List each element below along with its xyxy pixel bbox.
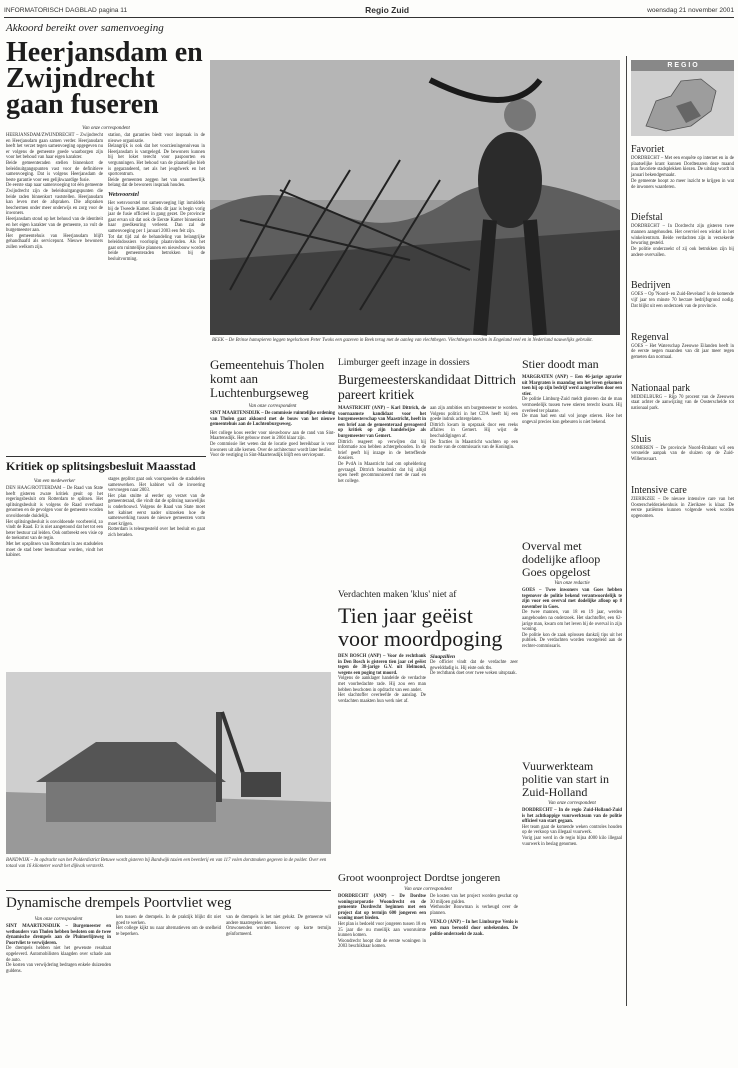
sidebar-item-text: ZIERIKZEE – De nieuwe intensive care van het Oosterscheldeziekenhuis in Zierikzee is klaar. De eerste patiënten kunnen volgende week worden opgenomen. [631, 496, 736, 519]
article-body: ken tussen de drempels. In de praktijk blijkt dit niet goed te werken. Het college kijkt nu naar alternatieven om de snelheid te beperken. [116, 915, 221, 937]
article-headline: Groot woonproject Dordtse jongeren [338, 872, 501, 884]
article-body: DEN HAAG/ROTTERDAM – De Raad van State heeft gisteren zware kritiek geuit op het regeringsbesluit om Rotterdam te splitsen. Het splitsingsbesluit is volgens de Raad overhaast genomen en de gevolgen voor de gemeente worden onvoldoende duidelijk. Het splitsingsbesluit is onvoldoende voorbereid, zo vindt de Raad. Er is niet aangetoond dat het tot een beter bestuur zal leiden. Ook ontbreekt een visie op de toekomst van de regio. Met het opsplitsen van Rotterdam in zes stadsdelen moet de stad beter bestuurbaar worden, vindt het kabinet. [6, 486, 103, 559]
article-body: station, dat garanties biedt voor inspraak in de nieuwe organisatie. Belangrijk is ook dat het voorzieningenniveau in Heerjansdam is vastgelegd. De bewoners kunnen bij het loket terecht voor paspoorten en vergunningen. Het behoud van de plaatselijke bieb is gegarandeerd, net als het jeugdwerk en het sportcentrum. Beide gemeenten zeggen het van onontbeerlijk belang dat de bewoners inspraak houden. [108, 133, 205, 189]
sidebar-item [631, 212, 734, 258]
article-lead: MARGRATEN (ANP) – Een 46-jarige agrarier uit Margraten is maandag om het leven gekomen toen hij op zijn bedrijf werd aangevallen door een stier. [522, 375, 624, 397]
sidebar-item-text: DORDRECHT – In Dordrecht zijn gisteren twee mannen aangehouden. Het overviel een winkel in het winkelcentrum. Beide verdachten zijn in verzekerde bewaring gesteld. De politie onderzoekt of zij ook betrokken zijn bij andere overvallen. [631, 224, 734, 258]
sidebar-item-title: Bedrijven [631, 280, 671, 292]
article-byline: Van onze redactie [554, 581, 590, 586]
article-body: De drempels hebben niet het gewenste resultaat opgeleverd. Automobilisten klaagden over schade aan de auto. De kosten van verwijdering bedragen enkele duizenden guldens. [6, 946, 111, 974]
article-body: van de drempels is het niet gelukt. De gemeente wil andere maatregelen nemen. Omwonenden worden hierover op korte termijn geïnformeerd. [226, 915, 331, 937]
sidebar-item [631, 280, 734, 309]
article-dittrich [338, 358, 518, 588]
sidebar-item-title: Regenval [631, 331, 669, 343]
sidebar-item-text: MIDDELBURG – Rijp 70 procent van de Zeeuwen staat achter de aanwijzing van de Oosterschelde tot nationaal park. [631, 394, 736, 412]
article-body: stages geplitst gaat ook voorspoeden de stadsdelen samenwerken. Het kabinet wil de invoering vervroegen naar 2003. Het plan stuitte al eerder op verzet van de gemeenteraad, die vindt dat de splitsing nauwelijks is onderbouwd. Volgens de Raad van State moet het kabinet eerst nader uitzoeken hoe de samenwerking tussen de nieuwe gemeenten vorm moet krijgen. Rotterdam is teleurgesteld over het besluit en gaat zich beraden. [108, 477, 205, 538]
sidebar-item-text: DORDRECHT – Met een enquête op internet en in de plaatselijke krant kunnen Dordtenaren deze maand hun favoriete stadsplekken kiezen. De uitslag wordt in januari bekendgemaakt. De gemeente hoopt zo meer inzicht te krijgen in wat de inwoners waarderen. [631, 156, 734, 190]
divider [6, 456, 206, 457]
article-body: Volgens de aanklager handelde de verdachte met voorbedachte rade. Hij zou een man hebben beschoten in opdracht van een ander. Het slachtoffer overleefde de aanslag. De verdachten maakten hun werk niet af. [338, 676, 426, 704]
photo-caption: BEEK – De Brinse hamspieren leggen tegelschoen Peter Twoks een gazeven in Beek terug met de aanleg van vlechthegen. Vlechthegen worden in Engeland veel en in Nederland nauwelijks gebruikt. [212, 338, 593, 343]
sidebar-item-text: SOMEREN – De provincie Noord-Brabant wil een versnelde aanpak van de sluizen op de Zuid-Willemsvaart. [631, 445, 736, 463]
article-byline: Van een medewerker [33, 479, 76, 484]
article-headline: Burgemeesterskandidaat Dittrich pareert kritiek [338, 372, 516, 402]
article-lead: MAASTRICHT (ANP) – Karl Dittrich, de voornaamste kandidaat voor het burgemeesterschap van Maastricht, heeft in een brief aan de gemeenteraad gereageerd op kritiek op zijn handelwijze als burgemeester van Gemert. [338, 406, 428, 439]
article-lead: DORDRECHT (ANP) – De Dordtse woningcorporatie Woondrecht en de gemeente Dordrecht beginnen met een project dat op termijn 600 jongeren een woning moet bieden. [338, 894, 428, 922]
map-icon [631, 71, 734, 136]
sidebar-item [631, 485, 734, 520]
article-byline: Van onze correspondent [248, 404, 297, 409]
sidebar-item-title: Nationaal park [631, 382, 691, 394]
article-headline: Dynamische drempels Poortvliet weg [6, 895, 232, 911]
article-maasstad [6, 460, 206, 640]
header-rule [4, 17, 734, 18]
article-lead: DEN BOSCH (ANP) – Voor de rechtbank in Den Bosch is gisteren tien jaar cel geëist tegen de 38-jarige G.V. uit Helmond, wegens een poging tot moord. [338, 654, 428, 676]
article-body: De politie Limburg-Zuid meldt gisteren dat de man vermoedelijk tussen twee stieren terecht kwam. Hij overleed ter plaatse. De man had een stal vol jonge stieren. Hoe het ongeval precies kon gebeuren is niet bekend. [522, 397, 622, 425]
photo-dike-image [6, 672, 331, 854]
article-lead: SINT MAARTENSDIJK – Burgemeester en wethouders van Tholen hebben besloten om de twee dynamische drempels aan de Pluimerlijnweg in Poortvliet te verwijderen. [6, 924, 113, 946]
article-lead: DORDRECHT – In de regio Zuid-Holland-Zuid is het achtkoppige vuurwerkteam van de politie officieel van start gegaan. [522, 808, 624, 825]
article-kicker: Limburger geeft inzage in dossiers [338, 358, 470, 368]
header-paper: INFORMATORISCH DAGBLAD pagina 11 [4, 6, 128, 14]
article-subhead: Slaapzillen [430, 654, 456, 660]
article-byline: Van onze correspondent [548, 801, 596, 806]
sidebar-item [631, 144, 734, 190]
article-tholen [210, 358, 335, 658]
article-lead: GOES – Twee inwoners van Goes hebben tegenover de politie bekend verantwoordelijk te zijn voor een overval met dodelijke afloop op 8 november in Goes. [522, 588, 624, 610]
regio-logo-text: R E G I O [631, 60, 734, 71]
sidebar-item [631, 332, 734, 361]
article-poortvliet [6, 895, 331, 1060]
article-stier [522, 358, 622, 538]
sidebar-item-text: GOES – Het Waterschap Zeeuwse Eilanden heeft in de eerste negen maanden van dit jaar meer regen gemeten dan normaal. [631, 343, 736, 360]
photo-caption: BANDWIJK – In opdracht van het Polderdistrict Betuwe wordt gisteren bij Bandwijk taxien een beerderij en van 117 volen dorstmaken gegeven in de polder. Over een totaal van 16 kilometer wordt het dijkvak versterkt. [6, 858, 327, 869]
article-body: Het team gaat de komende weken controles houden op de verkoop van illegaal vuurwerk. Vorig jaar werd in de regio bijna 4000 kilo illegaal vuurwerk in beslag genomen. [522, 824, 622, 847]
article-lead: SINT MAARTENSDIJK – De commissie ruimtelijke ordening van Tholen gaat akkoord met de bouw van het nieuwe gemeentehuis aan de Luchtenburgseweg. [210, 411, 337, 428]
article-vuurwerk [522, 760, 622, 910]
article-headline: Vuurwerkteam politie van start in Zuid-Holland [522, 759, 609, 799]
photo-hedge-laying [210, 60, 620, 335]
header-section: Regio Zuid [365, 5, 410, 15]
sidebar-item-title: Diefstal [631, 212, 663, 224]
sidebar-item-title: Favoriet [631, 144, 665, 155]
sidebar-rule [626, 56, 627, 1006]
sidebar-item [631, 434, 734, 463]
article-headline: Heerjansdam en Zwijndrecht gaan fuseren [6, 37, 203, 120]
article-kicker: Akkoord bereikt over samenvoeging [6, 22, 164, 34]
article-subhead: Wetsvoorstel [108, 191, 139, 198]
article-headline: Stier doodt man [522, 357, 599, 371]
article-body: Dittrich reageert op verwijten dat hij informatie zou hebben achtergehouden. In de brief geeft hij inzage in de betreffende dossiers. De PvdA in Maastricht had om opheldering gevraagd. Dittrich benadrukt dat hij altijd open heeft gecommuniceerd met de raad en het college. [338, 439, 426, 484]
article-woonproject [338, 872, 518, 1057]
article-body: De twee mannen, van 18 en 19 jaar, werden aangehouden na onderzoek. Het slachtoffer, een 62-jarige man, kwam om het leven bij de overval in zijn woning. De politie kon de zaak oplossen dankzij tips uit het publiek. De verdachten worden voorgeleid aan de rechter-commissaris. [522, 610, 622, 649]
sidebar-news [631, 142, 734, 1047]
article-heerjansdam [6, 22, 206, 452]
photo-hedge-image [210, 60, 620, 335]
article-byline: Van onze correspondent [34, 917, 83, 922]
article-byline: Van onze correspondent [82, 126, 130, 131]
article-body: De kosten van het project worden geschat op 30 miljoen gulden. Wethouder Bouwman is verheugd over de plannen. [430, 894, 518, 916]
divider [6, 890, 331, 891]
sidebar-item-title: Intensive care [631, 484, 687, 496]
article-body: aan zijn ambities om burgemeester te worden. Volgens politici in het CDA heeft hij een goede indruk achtergelaten. Dittrich kwam in opspraak door een reeks affaires in Gemert. Hij wijst de beschuldigingen af. De fracties in Maastricht wachten op een reactie van de commissaris van de Koningin. [430, 406, 518, 451]
sidebar-item-title: Sluis [631, 433, 652, 445]
article-body: HEERJANSDAM/ZWIJNDRECHT – Zwijndrecht en Heerjansdam gaan samen verder. Heerjansdam heeft het verzet tegen samenvoeging opgegeven nu er volgens de gemeente goede waarborgen zijn voor het behoud van haar eigen karakter. Beide gemeenteraden stellen binnenkort de beleidsuitgangspunten vast voor de definitieve samenvoeging. Dat is volgens Heerjansdam de beste garantie voor een gelijkwaardige fusie. De eerste stap naar samenvoeging tot één gemeente Zwijndrecht zijn de beleidsuitgangspunten die beide raden binnenkort vaststellen. Heerjansdam kan leven met de afspraken. Die afspraken beschermen onder meer onderwijs en zorg voor de inwoners. Heerjansdam stond op het behoud van de identiteit en het eigen karakter van de gemeente, zo vult de burgemeester aan. Het gemeentehuis van Heerjansdam blijft gehandhaafd als servicepunt. Nieuwe bewoners zullen welkom zijn. [6, 133, 103, 250]
page-header [4, 4, 734, 16]
article-body: Het plan is bedoeld voor jongeren tussen 18 en 25 jaar die nu moeilijk aan woonruimte kunnen komen. Woondrecht hoopt dat de eerste woningen in 2003 beschikbaar komen. [338, 921, 427, 950]
article-overval [522, 540, 622, 700]
article-headline: Overval met dodelijke afloop Goes opgelost [522, 539, 601, 579]
article-headline: Gemeentehuis Tholen komt aan Luchtenburgseweg [210, 357, 325, 400]
photo-dike-works [6, 672, 331, 854]
header-date: woensdag 21 november 2001 [647, 6, 734, 14]
sidebar-item [631, 383, 734, 412]
article-kicker: Verdachten maken 'klus' niet af [338, 590, 457, 600]
article-headline: Tien jaar geëist voor moordpoging [338, 603, 503, 651]
news-brief-venlo: VENLO (ANP) – In het Limburgse Venlo is een man beroofd door onbekenden. De politie onderzoekt de zaak. [430, 920, 520, 937]
article-body: Het college koos eerder voor nieuwbouw aan de rand van Sint-Maartensdijk. Het gebouw moet in 2004 klaar zijn. De commissie liet weten dat de locatie goed bereikbaar is voor inwoners uit alle kernen. Over de architectuur wordt later beslist. Voor de vestiging in Sint-Maartensdijk blijft een servicepunt. [210, 430, 335, 459]
article-headline: Kritiek op splitsingsbesluit Maasstad [6, 459, 196, 473]
regio-logo [631, 60, 734, 136]
article-body: Het wetsvoorstel tot samenvoeging ligt inmiddels bij de Tweede Kamer. Sinds dit jaar is begin vorig jaar de fusie officieel in gang gezet. De provincie gaat ervan uit dat ook de Eerste Kamer binnenkort haar goedkeuring verleent. Dan zal de samenvoeging per 1 januari 2003 een feit zijn. Tot dat tijd zal de behandeling van belangrijke beleidsdossiers voorlopig plaatsvinden. Als het gaat om ruimtelijke plannen en nieuwbouw worden beide gemeenteraden betrokken bij de besluitvorming. [108, 200, 205, 262]
article-byline: Van onze correspondent [404, 887, 452, 892]
article-body: De officier vindt dat de verdachte zeer gewelddadig is. Hij eiste ook tbs. De rechtbank doet over twee weken uitspraak. [430, 660, 518, 677]
article-moordpoging [338, 590, 518, 840]
sidebar-item-text: GOES – Op 'Noord- en Zuid-Beveland' is de komende vijf jaar ten minste 70 hectare bedrijfsgrond nodig. Dat blijkt uit een onderzoek van de provincie. [631, 292, 736, 309]
